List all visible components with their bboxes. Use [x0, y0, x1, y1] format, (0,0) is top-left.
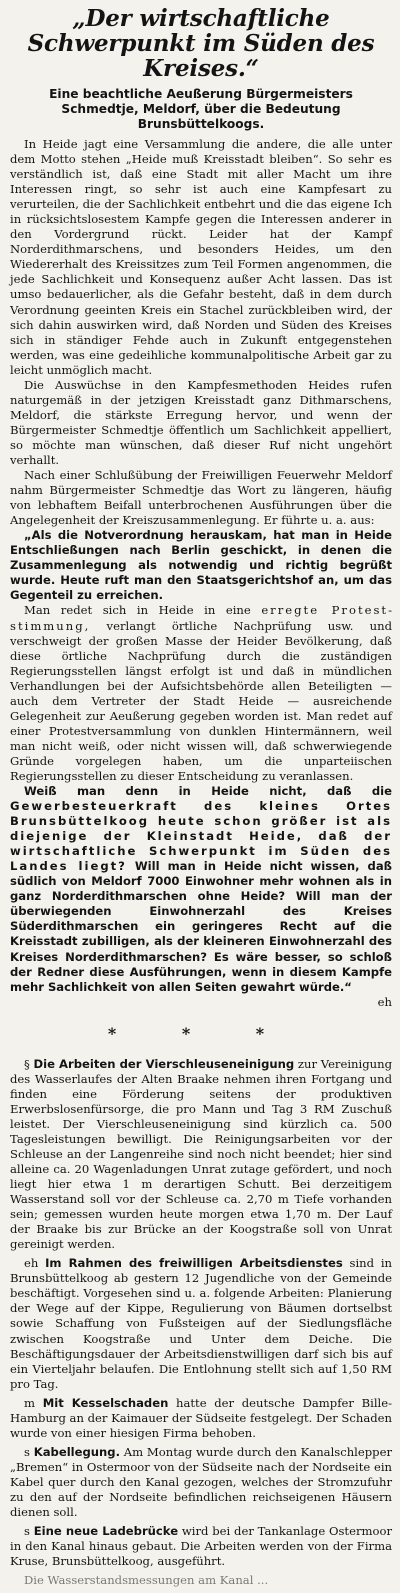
news-lead: Eine neue Ladebrücke — [33, 1524, 179, 1539]
paragraph-5-start: Weiß man denn in Heide nicht, daß die — [24, 784, 392, 799]
news-item — [10, 1256, 392, 1391]
news-mark: eh — [24, 1256, 39, 1271]
paragraph-1: In Heide jagt eine Versammlung die andere, die alle unter dem Motto stehen „Heide muß Kreisstadt bleiben“. So sehr es verständlich ist, daß eine Stadt mit aller Macht um ihre Interessen ringt, so sehr ist auch eine Kampfesart zu verurteilen, die der Sachlichkeit entbehrt und die das eigene Ich in rücksichtslosestem Kampfe gegen die Interessen anderer in den Vordergrund rückt. Leider hat der Kampf Norderdithmarschens, und besonders Heides, um den Wiedererhalt des Kreissitzes zum Teil Formen angenommen, die jede Sachlichkeit und Konsequenz außer Acht lassen. Das ist umso bedauerlicher, als die Gefahr besteht, daß in dem durch Verordnung geeinten Kreis ein Stachel zurückbleiben wird, der sich dahin auswirken wird, daß Norden und Süden des Kreises sich in ständiger Fehde auch in Zukunft entgegenstehen werden, was eine gedeihliche kommunalpolitische Arbeit gar zu leicht unmöglich macht. — [10, 137, 392, 377]
news-item — [10, 1057, 392, 1253]
section-separator: * * * — [107, 1023, 295, 1043]
paragraph-4-spaced: erregte Proteststimmung, — [10, 603, 392, 633]
news-mark: s — [24, 1444, 30, 1459]
paragraph-5-spaced: Gewerbesteuerkraft des kleines Ortes Brunsbüttelkoog heute schon größer ist als diejenige der Kleinstadt Heide, daß der wirtschaftliche Schwerpunkt im Süden des Landes liegt? — [10, 799, 392, 874]
news-item — [10, 1396, 392, 1441]
news-text: sind in Brunsbüttelkoog ab gestern 12 Jugendliche von der Gemeinde beschäftigt. Vorgesehen sind u. a. folgende Arbeiten: Planierung der Wege auf der Kippe, Regulierung von Bäumen dortselbst sowie Schaffung von Fußsteigen auf der Siedlungsfläche zwischen Koogstraße und Unter dem Deiche. Die Beschäftigungsdauer der Arbeitsdienstwilligen darf sich bis auf ein Vierteljahr belaufen. Die Entlohnung stellt sich auf 1,50 RM pro Tag. — [10, 1256, 393, 1391]
news-lead: Im Rahmen des freiwilligen Arbeitsdienstes — [45, 1256, 343, 1271]
news-text: wird bei der Tankanlage Ostermoor in den Kanal hinaus gebaut. Die Arbeiten werden von der Firma Kruse, Brunsbüttelkoog, ausgeführt. — [10, 1524, 392, 1569]
quote-paragraph: „Als die Notverordnung herauskam, hat man in Heide Entschließungen nach Berlin geschickt, in denen die Zusammenlegung als notwendig und richtig begrüßt wurde. Heute ruft man den Staatsgerichtshof an, um das Gegenteil zu erreichen. — [10, 528, 392, 603]
news-lead: Die Arbeiten der Vierschleuseneinigung — [33, 1056, 295, 1071]
article-headline: „Der wirtschaftliche Schwerpunkt im Süden des Kreises.“ — [27, 5, 375, 82]
author-signature: eh — [377, 994, 392, 1009]
paragraph-5-rest: Will man in Heide nicht wissen, daß südlich von Meldorf 7000 Einwohner mehr wohnen als in ganz Norderdithmarschen ohne Heide? Will man der überwiegenden Einwohnerzahl des Kreises Süderdithmarschen ein geringeres Recht auf die Kreisstadt zubilligen, als der kleineren Einwohnerzahl des Kreises Norderdithmarschen? Es wäre besser, so schloß der Redner diese Ausführungen, wenn in diesem Kampfe mehr Sachlichkeit von allen Seiten gewahrt würde.“ — [10, 859, 392, 994]
news-lead: Kabellegung. — [33, 1444, 121, 1459]
paragraph-4 — [10, 603, 392, 784]
news-text: Die Wasserstandsmessungen am Kanal ... — [24, 1573, 269, 1588]
news-item-cutoff — [10, 1573, 392, 1593]
paragraph-3: Nach einer Schlußübung der Freiwilligen Feuerwehr Meldorf nahm Bürgermeister Schmedtje das Wort zu längeren, häufig von lebhaftem Beifall unterbrochenen Ausführungen über die Angelegenheit der Kreiszusammenlegung. Er führte u. a. aus: — [10, 468, 392, 528]
paragraph-4-rest: verlangt örtliche Nachprüfung usw. und verschweigt der großen Masse der Heider Bevölkerung, daß diese örtliche Nachprüfung durch die zuständigen Regierungsstellen längst erfolgt ist und daß in mündlichen Verhandlungen bei der Aufsichtsbehörde allen Beteiligten — auch dem Vertreter der Stadt Heide — ausreichende Gelegenheit zur Aeußerung gegeben worden ist. Man redet auf einer Protestversammlung von dunklen Hintermännern, weil man nicht weiß, oder nicht wissen will, daß schwerwiegende Gründe vorgelegen haben, um die unparteiischen Regierungsstellen zu dieser Entscheidung zu veranlassen. — [10, 618, 392, 783]
news-mark: § — [24, 1056, 30, 1071]
paragraph-5 — [10, 784, 392, 995]
news-mark: m — [24, 1395, 35, 1410]
news-text: hatte der deutsche Dampfer Bille-Hamburg an der Kaimauer der Südseite festgelegt. Der Schaden wurde von einer hiesigen Firma behoben. — [10, 1395, 393, 1440]
paragraph-4-start: Man redet sich in Heide in eine — [24, 603, 262, 618]
paragraph-2: Die Auswüchse in den Kampfesmethoden Heides rufen naturgemäß in der jetzigen Kreisstadt ganz Dithmarschens, Meldorf, die stärkste Erregung hervor, und wenn der Bürgermeister Schmedtje öffentlich um Sachlichkeit appelliert, so möchte man wünschen, daß dieser Ruf nicht ungehört verhallt. — [10, 377, 392, 467]
news-text: zur Vereinigung des Wasserlaufes der Alten Braake nehmen ihren Fortgang und finden eine Förderung seitens der produktiven Erwerbslosenfürsorge, die pro Mann und Tag 3 RM Zuschuß leistet. Der Vierschleuseneinigung sind kürzlich ca. 500 Tagesleistungen bewilligt. Die Reinigungsarbeiten vor der Schleuse an der Langenreihe sind noch nicht beendet; hier sind alleine ca. 20 Wagenladungen Unrat zutage gefördert, und noch liegt hier etwa 1 m derartigen Schutt. Bei derzeitigem Wasserstand soll vor der Schleuse ca. 2,70 m Tiefe vorhanden sein; gemessen wurden heute morgen etwa 1,70 m. Der Lauf der Braake bis zur Brücke an der Koogstraße soll von Unrat gereinigt werden. — [10, 1056, 392, 1252]
news-item — [10, 1445, 392, 1520]
news-list — [10, 1057, 392, 1593]
news-lead: Mit Kesselschaden — [42, 1395, 169, 1410]
news-text: Am Montag wurde durch den Kanalschlepper „Bremen“ in Ostermoor von der Südseite nach der Nordseite ein Kabel quer durch den Kanal gezogen, welches der Stromzufuhr zu den auf der Nordseite befindlichen reichseigenen Häusern dienen soll. — [10, 1444, 393, 1520]
news-mark: s — [24, 1524, 30, 1539]
article-subheadline: Eine beachtliche Aeußerung Bürgermeisters Schmedtje, Meldorf, über die Bedeutung Brunsbüttelkoogs. — [49, 87, 353, 131]
